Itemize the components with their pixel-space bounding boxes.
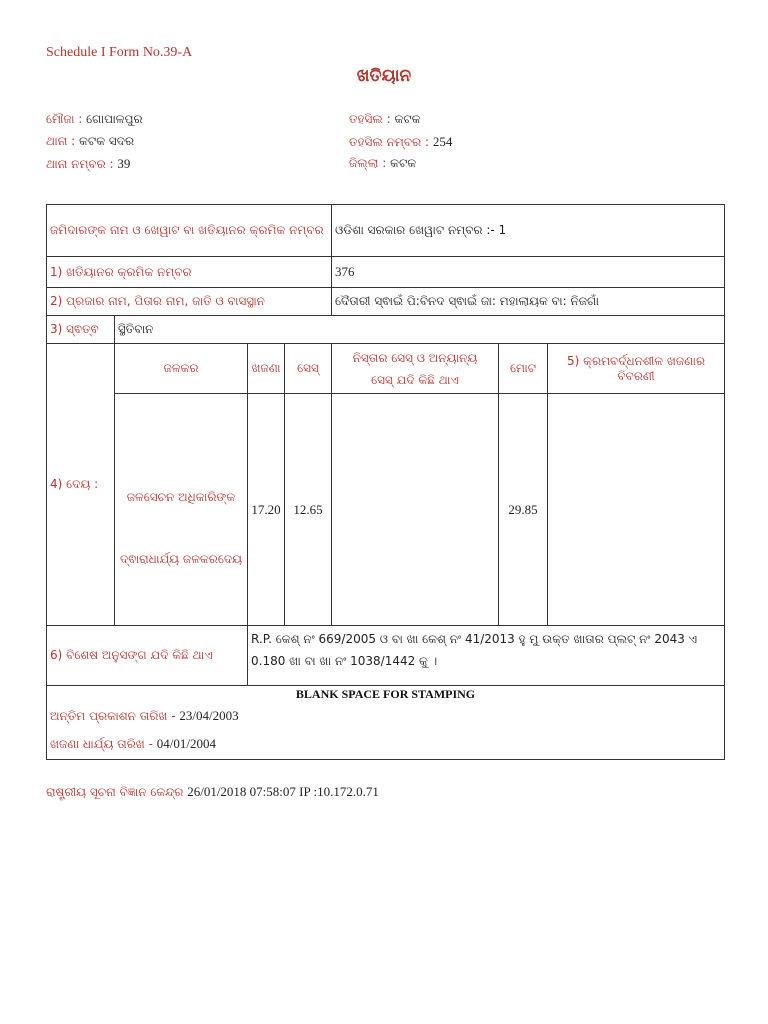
table-row [47,205,725,257]
mot-value: 29.85 [499,394,548,626]
jilla-value: କଟକ [390,156,417,170]
khajana-date-label: ଖଜଣା ଧାର୍ଯ୍ୟ ତାରିଖ - [50,737,153,751]
tahasil-value: କଟକ [394,112,421,126]
special-note-value: R.P. କେଶ୍ ନଂ 669/2005 ଓ ବା ଖା କେଶ୍ ନଂ 41/2013 ହୁ ମୁ ଉକ୍ତ ଖାତାର ପ୍ଲଟ୍ ନଂ 2043 ଏ 0.180 ଖା ବା ଖା ନଂ 1038/1442 କୁ । [248,626,725,686]
thana-no-label: ଥାନା ନମ୍ବର : [46,157,114,171]
thana-value: କଟକ ସଦର [79,134,135,148]
tahasil-no-field [349,134,452,150]
right-value: ସ୍ଥିତିବାନ [115,316,725,344]
final-publication-date: 23/04/2003 [179,708,239,723]
khajana-date-value: 04/01/2004 [156,736,216,751]
thana-label: ଥାନା : [46,134,76,148]
tahasil-field [349,112,421,127]
table-row [47,344,725,394]
tahasil-label: ତହସିଲ : [349,112,391,126]
khajana-value: 17.20 [248,394,285,626]
table-row [47,288,725,316]
khatiyan-table [46,204,725,760]
khatiyan-serial-value: 376 [332,257,725,288]
col-mot: ମୋଟ [499,344,548,394]
tahasil-no-value: 254 [432,134,453,149]
nistar-value [332,394,499,626]
jalakara-line1: ଜଳସେଚନ ଅଧିକାରିଙ୍କ [126,489,236,504]
right-label: 3) ସ୍ଵତ୍ଵ [47,316,115,344]
mouza-field [46,112,143,127]
owner-label: ଜମିଦାରଙ୍କ ନାମ ଓ ଖେୱାଟ ବା ଖତିୟାନର କ୍ରମିକ ନମ୍ବର [47,205,332,257]
tenant-label: 2) ପ୍ରଜାର ନାମ, ପିତାର ନାମ, ଜାତି ଓ ବାସସ୍ଥାନ [47,288,332,316]
col-ses: ସେସ୍ [285,344,332,394]
thana-field [46,134,134,149]
thana-no-field [46,156,130,172]
col-jalakara: ଜଳକର [115,344,248,394]
khatiyan-serial-label: 1) ଖତିୟାନର କ୍ରମିକ ନମ୍ବର [47,257,332,288]
jalakara-value [115,394,248,626]
table-row [47,394,725,626]
special-note-label: 6) ବିଶେଷ ଅନୁସଙ୍ଗ ଯଦି କିଛି ଥାଏ [47,626,248,686]
table-row [47,686,725,760]
col-nistar-line2: ସେସ୍ ଯଦି କିଛି ଥାଏ [371,372,459,387]
footer-label: ରାଷ୍ଟ୍ରୀୟ ସୂଚନା ବିଜ୍ଞାନ କେନ୍ଦ୍ର [46,785,184,799]
mouza-label: ମୌଜା : [46,112,83,126]
final-publication-line [50,708,721,724]
form-number: Schedule I Form No.39-A [46,45,193,60]
tenant-value: ଦୈତାରୀ ସ୍ଵାଇଁ ପି:ବିନଦ ସ୍ଵାଇଁ ଜା: ମହାଲାୟକ ବା: ନିଜଗାଁ [332,288,725,316]
document-title: ଖତିୟାନ [356,66,412,86]
thana-no-value: 39 [117,156,131,171]
table-row [47,257,725,288]
col-khajana: ଖଜଣା [248,344,285,394]
col-nistar-line1: ନିସ୍ତାର ସେସ୍ ଓ ଅନ୍ୟାନ୍ୟ [352,350,478,365]
jilla-label: ଜିଲ୍ଲା : [349,156,387,170]
tahasil-no-label: ତହସିଲ ନମ୍ବର : [349,135,430,149]
footer-line [46,784,379,800]
jilla-field [349,156,416,171]
progressive-rent-value [548,394,725,626]
khajana-date-line [50,736,721,752]
jalakara-line2: ଦ୍ଵାରାଧାର୍ଯ୍ୟ ଜଳକରଦେୟ [119,551,242,566]
owner-value: ଓଡିଶା ସରକାର ଖେୱାଟ ନମ୍ବର :- 1 [332,205,725,257]
final-publication-label: ଅନ୍ତିମ ପ୍ରକାଶନ ତାରିଖ - [50,709,176,723]
table-row [47,316,725,344]
table-row [47,626,725,686]
mouza-value: ଗୋପାଳପୁର [86,112,143,126]
stamping-title: BLANK SPACE FOR STAMPING [295,687,476,701]
dues-label: 4) ଦେୟ : [47,344,115,626]
ses-value: 12.65 [285,394,332,626]
footer-timestamp: 26/01/2018 07:58:07 IP :10.172.0.71 [187,784,379,799]
col-progressive-rent: 5) କ୍ରମବର୍ଦ୍ଧନଶୀଳ ଖଜଣାର ବିବରଣୀ [548,344,725,394]
stamping-area [47,686,725,760]
col-nistar [332,344,499,394]
